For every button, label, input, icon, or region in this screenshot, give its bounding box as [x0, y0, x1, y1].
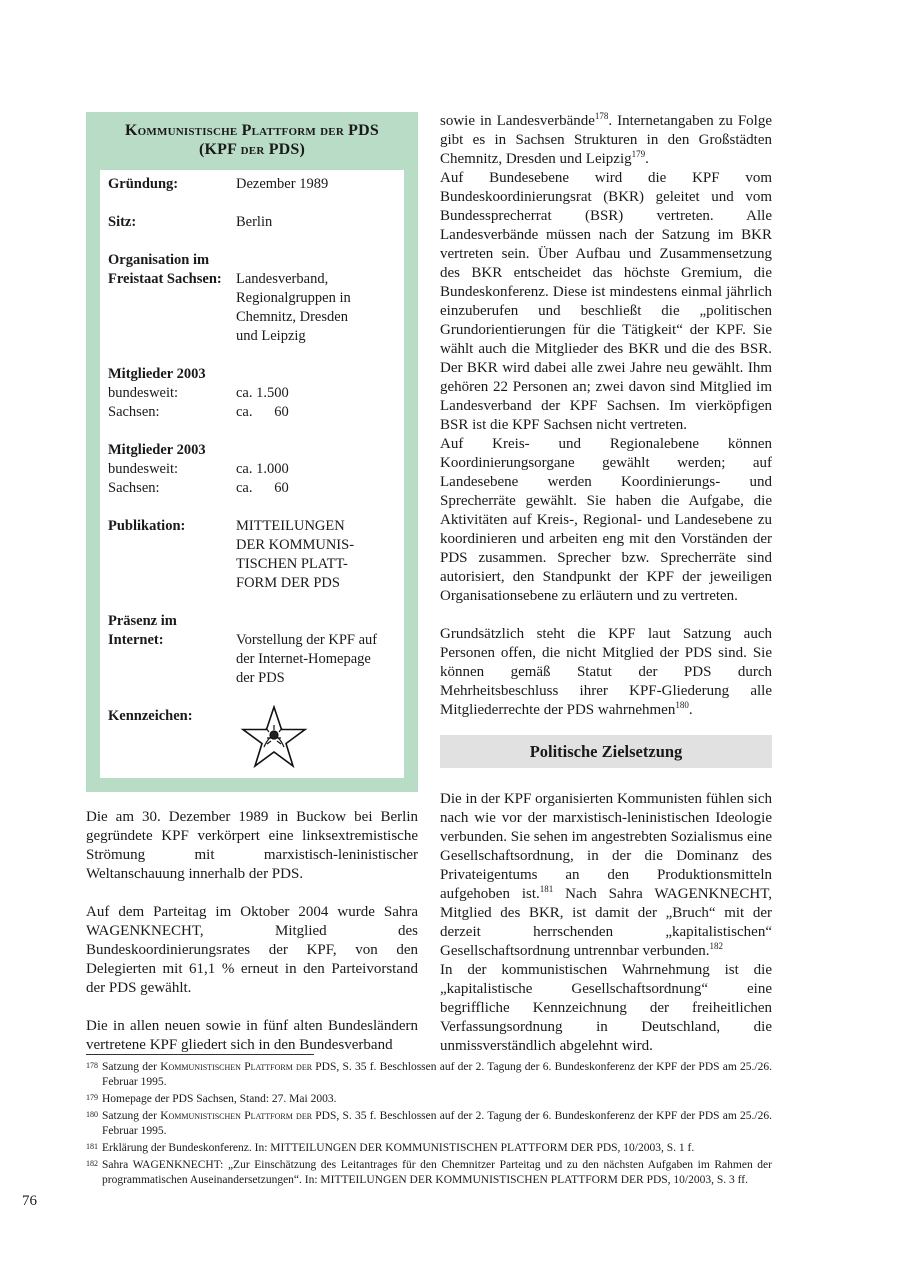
paragraph: In der kommunistischen Wahrnehmung ist die „kapitalistische Gesellschaftsordnung“ eine begriffliche Kennzeichnung der freiheitlichen Verfassungsordnung in Deutschland, die unmissverständlich abgelehnt wird.	[440, 962, 772, 1054]
star-emblem-icon	[240, 705, 308, 769]
footnote-ref: 182	[709, 941, 724, 951]
mitglieder-heading: Mitglieder 2003	[108, 442, 206, 458]
footnotes	[86, 1060, 772, 1190]
row-publikation: Publikation: MITTEILUNGEN DER KOMMUNIS- TISCHEN PLATT- FORM DER PDS	[108, 518, 355, 591]
section-heading: Politische Zielsetzung	[440, 735, 772, 768]
mitglieder-heading: Mitglieder 2003	[108, 366, 206, 382]
paragraph: Die in der KPF organisierten Kommunisten fühlen sich nach wie vor der marxistisch-leninistischen Ideologie verbunden. Sie sehen im angestrebten Sozialismus eine Gesellschaftsordnung, in der die Dominanz des Privateigentums an den Produktionsmitteln aufgehoben ist.$^{181}$ Nach Sahra WAGENKNECHT, Mitglied des BKR, ist damit der „Bruch“ mit der derzeit herrschenden „kapitalistischen“ Gesellschaftsordnung untrennbar verbunden.$^{182}$	[440, 791, 773, 959]
row-mitglieder-bund: bundesweit: ca. 1.000	[108, 461, 289, 477]
footnote-ref: 178	[594, 111, 609, 121]
footnote: 181 Erklärung der Bundeskonferenz. In: MITTEILUNGEN DER KOMMUNISTISCHEN PLATTFORM DER PDS, 10/2003, S. 1 f.	[86, 1142, 695, 1154]
footnote: 178 Satzung der Kommunistischen Plattform der PDS, S. 35 f. Beschlossen auf der 2. Tagung der 6. Bundeskonferenz der KPF der PDS am 25./26. Februar 1995.	[86, 1061, 772, 1088]
footnote-ref: 180	[675, 700, 689, 710]
paragraph: Die am 30. Dezember 1989 in Buckow bei Berlin gegründete KPF verkörpert eine linksextremistische Strömung mit marxistisch-leninistischer Weltanschauung innerhalb der PDS.	[86, 809, 418, 882]
footnote-ref: 179	[631, 149, 646, 159]
infobox-title: Kommunistische Plattform der PDS (KPF der PDS)	[125, 122, 379, 158]
footnote-divider	[86, 1054, 314, 1055]
right-column-text-lower	[440, 790, 772, 1056]
paragraph: Grundsätzlich steht die KPF laut Satzung auch Personen offen, die nicht Mitglied der PDS sind. Sie können gemäß Statut der PDS durch Mehrheitsbeschluss ihrer KPF-Gliederung alle Mitgliederrechte der PDS wahrnehmen$^{180}$.	[440, 626, 772, 718]
paragraph: Auf dem Parteitag im Oktober 2004 wurde Sahra WAGENKNECHT, Mitglied des Bundeskoordinierungsrates der KPF, von den Delegierten mit 61,1 % erneut in den Parteivorstand der PDS gewählt.	[86, 904, 418, 996]
left-column-text	[86, 808, 418, 1055]
paragraph: Auf Kreis- und Regionalebene können Koordinierungsorgane gewählt werden; auf Landesebene werden Koordinierungs- und Sprecherräte gewählt. Sie haben die Aufgabe, die Aktivitäten auf Kreis-, Regional- und Landesebene zu koordinieren und arbeiten eng mit den Vorständen der PDS zusammen. Sprecher bzw. Sprecherräte sind autorisiert, den Standpunkt der KPF der jeweiligen Organisationsebene zu erläutern und zu vertreten.	[440, 436, 772, 604]
paragraph: Die in allen neuen sowie in fünf alten Bundesländern vertretene KPF gliedert sich in den Bundesverband	[86, 1018, 418, 1053]
org-label-line1: Organisation im	[108, 252, 210, 268]
row-sitz: Sitz: Berlin	[108, 214, 273, 230]
footnote: 180 Satzung der Kommunistischen Plattform der PDS, S. 35 f. Beschlossen auf der 2. Tagung der 6. Bundeskonferenz der KPF der PDS am 25./26. Februar 1995.	[86, 1110, 772, 1137]
row-mitglieder-sachsen: Sachsen: ca. 60	[108, 404, 289, 420]
row-mitglieder-sachsen: Sachsen: ca. 60	[108, 480, 289, 496]
row-organisation: Freistaat Sachsen: Landesverband, Regionalgruppen in Chemnitz, Dresden und Leipzig	[108, 271, 351, 344]
paragraph: Auf Bundesebene wird die KPF vom Bundeskoordinierungsrat (BKR) geleitet und vom Bundessprecherrat (BSR) vertreten. Alle Landesverbände müssen nach der Satzung im BKR vertreten sein. Über Aufbau und Zusammensetzung des BKR entscheidet das höchste Gremium, die Bundeskonferenz. Diese ist mindestens einmal jährlich einzuberufen und beschließt die „politischen Grundorientierungen für die Tätigkeit“ der KPF. Sie wählt auch die Mitglieder des BKR und die des BSR. Der BKR wird dabei alle zwei Jahre neu gewählt. Ihm gehören 22 Personen an; zwei davon sind Mitglied im Landesverband der KPF Sachsen. Im vierköpfigen BSR ist die KPF Sachsen nicht vertreten.	[440, 170, 772, 433]
footnote-ref: 181	[539, 884, 554, 894]
row-mitglieder-bund: bundesweit: ca. 1.500	[108, 385, 289, 401]
page-number: 76	[22, 1193, 37, 1209]
footnote: 179 Homepage der PDS Sachsen, Stand: 27. Mai 2003.	[86, 1093, 337, 1105]
praesenz-label-line1: Präsenz im	[108, 613, 177, 629]
infobox-content	[100, 170, 404, 778]
row-praesenz: Internet: Vorstellung der KPF auf der Internet-Homepage der PDS	[108, 632, 378, 686]
footnote: 182 Sahra WAGENKNECHT: „Zur Einschätzung des Leitantrages für den Chemnitzer Parteitag und zu den nächsten Aufgaben im Rahmen der programmatischen Auseinandersetzungen“. In: MITTEILUNGEN DER KOMMUNISTISCHEN PLATTFORM DER PDS, 10/2003, S. 3 ff.	[86, 1159, 772, 1186]
row-kennzeichen: Kennzeichen:	[108, 707, 404, 775]
paragraph: sowie in Landesverbände$^{178}$. Internetangaben zu Folge gibt es in Sachsen Strukturen in den Großstädten Chemnitz, Dresden und Leipzig$^{179}$.	[440, 111, 772, 167]
right-column-text	[440, 112, 772, 720]
row-gruendung: Gründung: Dezember 1989	[108, 176, 329, 192]
kpf-infobox	[86, 112, 418, 792]
